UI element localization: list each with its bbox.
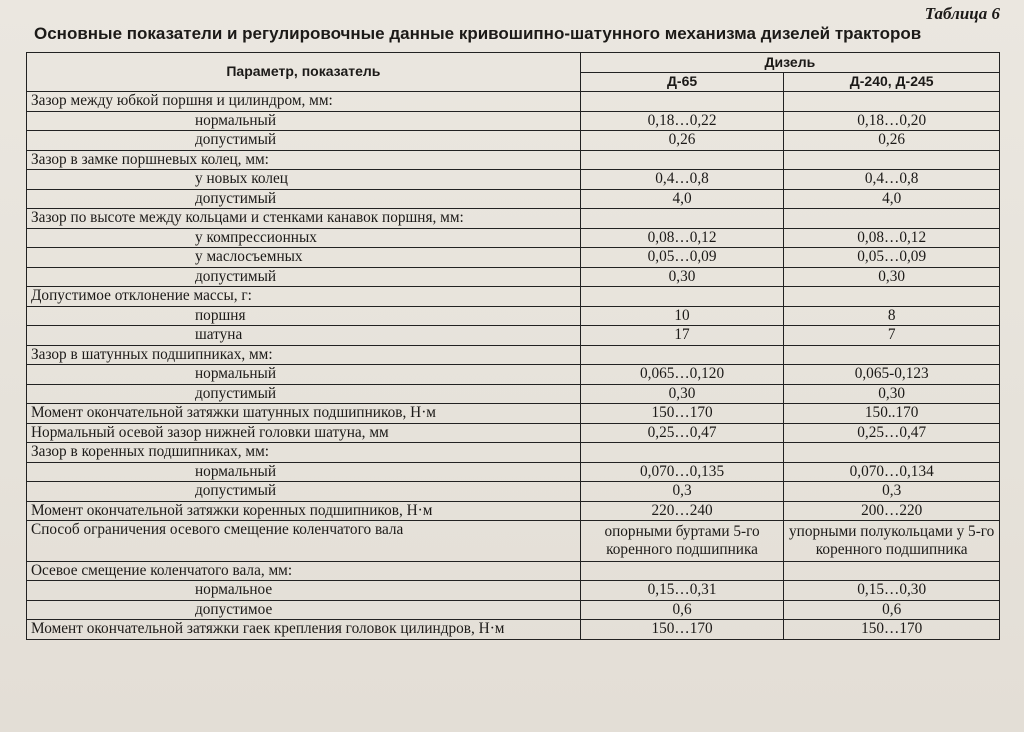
row-group-label: Зазор в коренных подшипниках, мм: xyxy=(27,443,581,463)
table-body xyxy=(27,92,1000,640)
cell-d65 xyxy=(580,443,784,463)
cell-d65: 0,25…0,47 xyxy=(580,423,784,443)
cell-d65: 0,6 xyxy=(580,600,784,620)
row-group-label: Момент окончательной затяжки коренных подшипников, Н·м xyxy=(27,501,581,521)
row-group-label: Зазор между юбкой поршня и цилиндром, мм: xyxy=(27,92,581,112)
cell-d240: 0,15…0,30 xyxy=(784,581,1000,601)
row-sub-label: нормальный xyxy=(27,111,581,131)
cell-d65: 220…240 xyxy=(580,501,784,521)
table-row xyxy=(27,170,1000,190)
cell-d240: 0,26 xyxy=(784,131,1000,151)
row-sub-label: у компрессионных xyxy=(27,228,581,248)
table-row xyxy=(27,267,1000,287)
row-sub-label: допустимое xyxy=(27,600,581,620)
cell-d240: 0,05…0,09 xyxy=(784,248,1000,268)
row-sub-label: допустимый xyxy=(27,384,581,404)
header-diesel: Дизель xyxy=(580,53,999,73)
table-row xyxy=(27,131,1000,151)
row-sub-label: допустимый xyxy=(27,482,581,502)
table-row xyxy=(27,189,1000,209)
cell-d65: 4,0 xyxy=(580,189,784,209)
table-title: Основные показатели и регулировочные данные кривошипно-шатунного механизма дизелей тракторов xyxy=(34,24,922,43)
cell-d240 xyxy=(784,345,1000,365)
cell-d65: 0,065…0,120 xyxy=(580,365,784,385)
row-group-label: Момент окончательной затяжки шатунных подшипников, Н·м xyxy=(27,404,581,424)
cell-d65 xyxy=(580,345,784,365)
cell-d240: 0,18…0,20 xyxy=(784,111,1000,131)
cell-d65: 0,08…0,12 xyxy=(580,228,784,248)
cell-d240: 0,4…0,8 xyxy=(784,170,1000,190)
row-group-label: Допустимое отклонение массы, г: xyxy=(27,287,581,307)
cell-d65: 0,18…0,22 xyxy=(580,111,784,131)
cell-d65 xyxy=(580,92,784,112)
header-param: Параметр, показатель xyxy=(27,53,581,92)
table-row xyxy=(27,600,1000,620)
table-row xyxy=(27,423,1000,443)
row-group-label: Зазор по высоте между кольцами и стенками канавок поршня, мм: xyxy=(27,209,581,229)
row-sub-label: у маслосъемных xyxy=(27,248,581,268)
cell-d240: 200…220 xyxy=(784,501,1000,521)
table-row xyxy=(27,561,1000,581)
table-row xyxy=(27,462,1000,482)
row-sub-label: допустимый xyxy=(27,131,581,151)
table-row xyxy=(27,345,1000,365)
table-row xyxy=(27,443,1000,463)
cell-d240 xyxy=(784,92,1000,112)
row-sub-label: у новых колец xyxy=(27,170,581,190)
table-row xyxy=(27,111,1000,131)
row-group-label: Нормальный осевой зазор нижней головки шатуна, мм xyxy=(27,423,581,443)
table-row xyxy=(27,384,1000,404)
row-sub-label: поршня xyxy=(27,306,581,326)
table-row xyxy=(27,287,1000,307)
cell-d65 xyxy=(580,150,784,170)
table-row xyxy=(27,248,1000,268)
cell-d65: 150…170 xyxy=(580,620,784,640)
cell-d240: 0,6 xyxy=(784,600,1000,620)
table-row xyxy=(27,581,1000,601)
cell-d240: 0,25…0,47 xyxy=(784,423,1000,443)
cell-d240: 0,30 xyxy=(784,384,1000,404)
cell-d240: 0,070…0,134 xyxy=(784,462,1000,482)
row-sub-label: нормальный xyxy=(27,462,581,482)
table-row xyxy=(27,521,1000,561)
specs-table xyxy=(26,52,1000,640)
cell-d65 xyxy=(580,209,784,229)
row-sub-label: допустимый xyxy=(27,189,581,209)
header-d240: Д-240, Д-245 xyxy=(784,72,1000,92)
cell-d240: упорными полукольцами у 5-го коренного подшипника xyxy=(784,521,1000,561)
table-row xyxy=(27,150,1000,170)
cell-d240 xyxy=(784,209,1000,229)
cell-d240: 0,30 xyxy=(784,267,1000,287)
cell-d240: 150..170 xyxy=(784,404,1000,424)
cell-d65: 0,05…0,09 xyxy=(580,248,784,268)
table-row xyxy=(27,306,1000,326)
cell-d65: 150…170 xyxy=(580,404,784,424)
table-row xyxy=(27,404,1000,424)
row-group-label: Зазор в шатунных подшипниках, мм: xyxy=(27,345,581,365)
table-row xyxy=(27,501,1000,521)
cell-d65 xyxy=(580,287,784,307)
table-row xyxy=(27,365,1000,385)
cell-d65: 0,30 xyxy=(580,384,784,404)
cell-d240: 0,08…0,12 xyxy=(784,228,1000,248)
cell-d65: 0,26 xyxy=(580,131,784,151)
cell-d65: 0,3 xyxy=(580,482,784,502)
row-group-label: Момент окончательной затяжки гаек крепления головок цилиндров, Н·м xyxy=(27,620,581,640)
cell-d240: 150…170 xyxy=(784,620,1000,640)
cell-d240: 0,065-0,123 xyxy=(784,365,1000,385)
table-row xyxy=(27,92,1000,112)
cell-d65: 0,15…0,31 xyxy=(580,581,784,601)
table-row xyxy=(27,209,1000,229)
cell-d240: 0,3 xyxy=(784,482,1000,502)
table-row xyxy=(27,620,1000,640)
table-row xyxy=(27,482,1000,502)
cell-d240: 7 xyxy=(784,326,1000,346)
row-group-label: Способ ограничения осевого смещение коленчатого вала xyxy=(27,521,581,561)
row-sub-label: нормальный xyxy=(27,365,581,385)
row-group-label: Осевое смещение коленчатого вала, мм: xyxy=(27,561,581,581)
cell-d240 xyxy=(784,443,1000,463)
cell-d65: 10 xyxy=(580,306,784,326)
row-sub-label: нормальное xyxy=(27,581,581,601)
cell-d240 xyxy=(784,150,1000,170)
row-sub-label: шатуна xyxy=(27,326,581,346)
table-number: Таблица 6 xyxy=(924,4,1000,23)
row-group-label: Зазор в замке поршневых колец, мм: xyxy=(27,150,581,170)
row-sub-label: допустимый xyxy=(27,267,581,287)
header-d65: Д-65 xyxy=(580,72,784,92)
cell-d65: 0,4…0,8 xyxy=(580,170,784,190)
cell-d240 xyxy=(784,561,1000,581)
cell-d65: 0,070…0,135 xyxy=(580,462,784,482)
cell-d240: 8 xyxy=(784,306,1000,326)
table-row xyxy=(27,326,1000,346)
table-row xyxy=(27,228,1000,248)
cell-d65: опорными буртами 5-го коренного подшипника xyxy=(580,521,784,561)
cell-d65: 0,30 xyxy=(580,267,784,287)
cell-d240: 4,0 xyxy=(784,189,1000,209)
cell-d240 xyxy=(784,287,1000,307)
cell-d65: 17 xyxy=(580,326,784,346)
cell-d65 xyxy=(580,561,784,581)
